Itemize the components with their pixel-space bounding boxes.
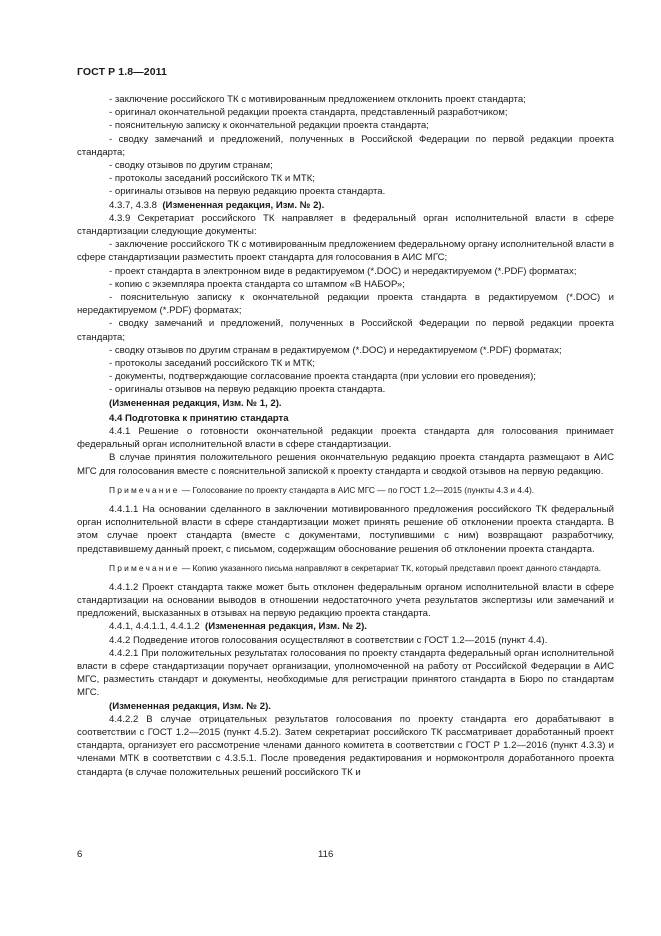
list-item: - оригиналы отзывов на первую редакцию проекта стандарта. [109,384,386,396]
clause-4-3-9: 4.3.9 Секретариат российского ТК направляет в федеральный орган исполнительной власти в сфере стандартизации следующие документы: [77,212,614,238]
document-body [77,93,614,779]
list-item: - копию с экземпляра проекта стандарта со штампом «В НАБОР»; [109,278,405,290]
list-item: - пояснительную записку к окончательной редакции проекта стандарта; [109,120,429,132]
clause-numbers: 4.3.7, 4.3.8 [109,199,158,211]
section-heading: 4.4 Подготовка к принятию стандарта [109,412,289,424]
list-item: - сводку замечаний и предложений, полученных в Российской Федерации по первой редакции проекта стандарта; [77,133,614,158]
note-label: Примечание [109,562,180,573]
list-item: - оригинал окончательной редакции проекта стандарта, представленный разработчиком; [109,107,508,119]
list-item: - протоколы заседаний российского ТК и МТК; [109,358,315,370]
amendment-line [77,199,614,212]
amendment-note: (Измененная редакция, Изм. № 1, 2). [109,397,282,409]
list-item: - сводку замечаний и предложений, полученных в Российской Федерации по первой редакции проекта стандарта; [77,318,614,343]
amendment-note: (Измененная редакция, Изм. № 2). [205,621,367,633]
note [77,562,614,574]
list-item: - проект стандарта в электронном виде в редактируемом (*.DOC) и нередактируемом (*.PDF) форматах; [109,265,577,277]
list-item: - документы, подтверждающие согласование проекта стандарта (при условии его проведения); [109,371,536,383]
list-item: - пояснительную записку к окончательной редакции проекта стандарта в редактируемом (*.DOC) и нередактируемом (*.PDF) форматах; [77,292,614,317]
clause-4-4-2-1: 4.4.2.1 При положительных результатах голосования по проекту стандарта федеральный орган исполнительной власти в сфере стандартизации поручает организации, уполномоченной на работу от Российской Федерации в АИС МГС, разместить стандарт и документы, необходимые для регистрации принятого стандарта в Бюро по стандартам МГС. [77,647,614,699]
clause-4-4-2-2: 4.4.2.2 В случае отрицательных результатов голосования по проекту стандарта его дорабатывают в соответствии с ГОСТ 1.2—2015 (пункт 4.5.2). Затем секретариат российского ТК рассматривает доработанный проект стандарта, организует его рассмотрение членами данного комитета в соответствии с ГОСТ Р 1.2—2016 (пункт 4.3.3) и членами МТК в соответствии с 4.3.5.1. После проведения редактирования и нормоконтроля доработанного проекта стандарта (в случае положительных решений российского ТК и [77,713,614,778]
amendment-line [77,620,614,633]
note-label: Примечание [109,484,180,495]
amendment-note: (Измененная редакция, Изм. № 2). [109,700,271,712]
list-item: - протоколы заседаний российского ТК и МТК; [109,173,315,185]
clause-4-4-1: 4.4.1 Решение о готовности окончательной редакции проекта стандарта для голосования принимает федеральный орган исполнительной власти в сфере стандартизации. [77,426,614,451]
list-item: - заключение российского ТК с мотивированным предложением отклонить проект стандарта; [109,94,526,105]
list-item: - оригиналы отзывов на первую редакцию проекта стандарта. [109,186,386,198]
note-text: — Голосование по проекту стандарта в АИС МГС — по ГОСТ 1.2—2015 (пункты 4.3 и 4.4). [179,484,535,495]
page-number-center: 116 [318,849,334,860]
page-number-left: 6 [77,849,83,860]
paragraph: В случае принятия положительного решения окончательную редакцию проекта стандарта размещают в АИС МГС для голосования вместе с пояснительной запиской к проекту стандарта и сводкой отзывов на первую редакцию. [77,452,614,477]
clause-4-4-1-2: 4.4.1.2 Проект стандарта также может быть отклонен федеральным органом исполнительной власти в сфере стандартизации на основании выводов в отношении недостаточного учета результатов экспертизы или замечаний и предложений, высказанных в отзывах на первую редакцию проекта стандарта. [77,581,614,620]
amendment-note: (Измененная редакция, Изм. № 2). [162,199,325,211]
clause-4-4-1-1: 4.4.1.1 На основании сделанного в заключении мотивированного предложения российского ТК федеральный орган исполнительной власти в сфере стандартизации может принять решение об отклонении проекта стандарта. В этом случае проект стандарта (вместе с документами, поступившими с ним) возвращают разработчику, представившему данный проект, с письмом, содержащим обоснование решения об отклонении проекта стандарта. [77,503,614,555]
note [77,484,614,496]
page-header-title: ГОСТ Р 1.8—2011 [77,66,167,78]
note-text: — Копию указанного письма направляют в секретариат ТК, который представил проект данного стандарта. [179,562,602,573]
clause-numbers: 4.4.1, 4.4.1.1, 4.4.1.2 [109,621,200,633]
clause-4-4-2: 4.4.2 Подведение итогов голосования осуществляют в соответствии с ГОСТ 1.2—2015 (пункт 4.4). [109,634,548,646]
list-item: - заключение российского ТК с мотивированным предложением федеральному органу исполнительной власти в сфере стандартизации разместить проект стандарта для голосования в АИС МГС; [77,239,614,264]
list-item: - сводку отзывов по другим странам; [109,160,273,172]
list-item: - сводку отзывов по другим странам в редактируемом (*.DOC) и нередактируемом (*.PDF) форматах; [109,344,562,356]
